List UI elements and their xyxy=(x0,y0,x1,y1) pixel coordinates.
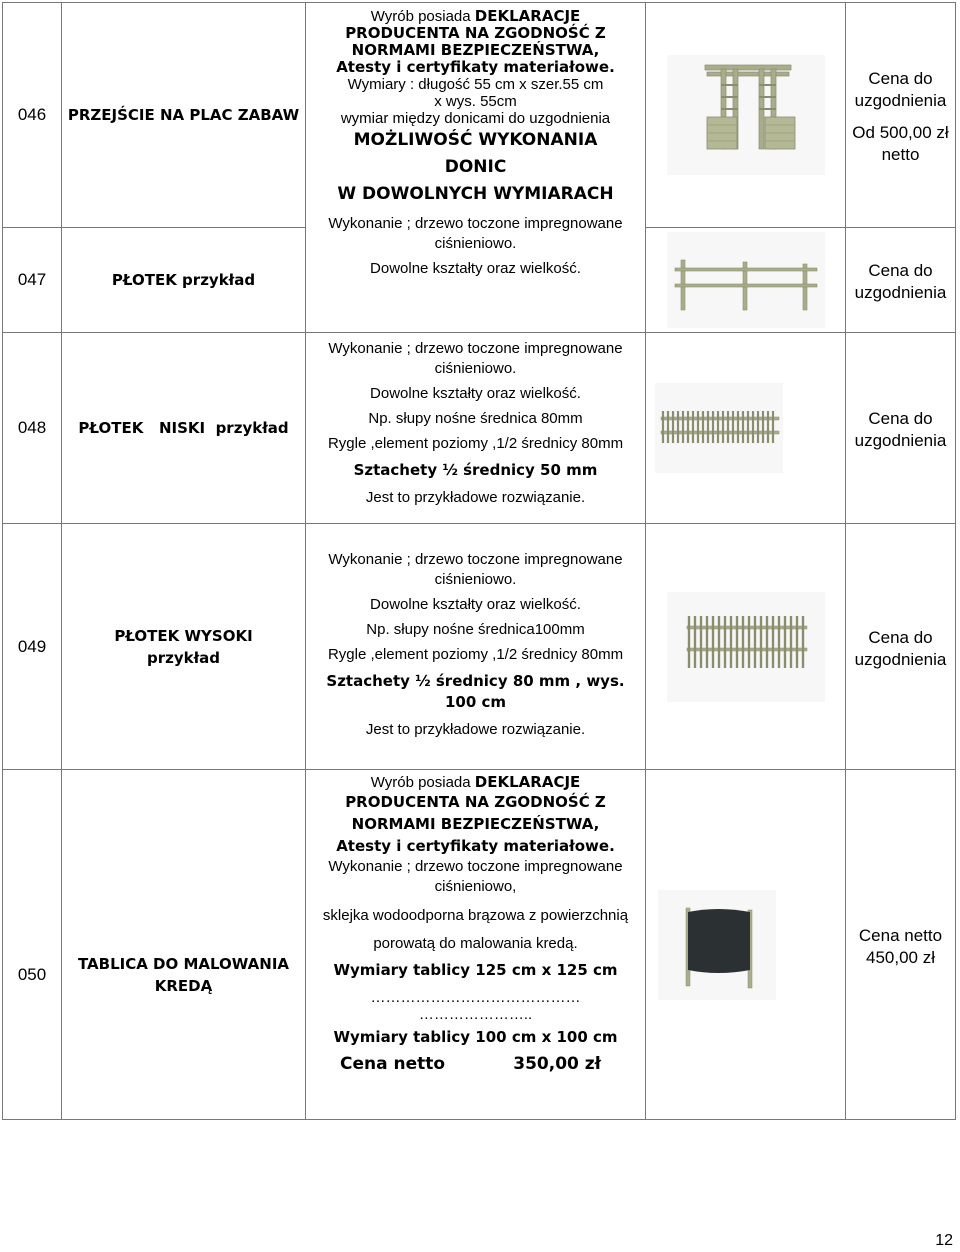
item-image-cell xyxy=(646,524,846,770)
item-price xyxy=(846,524,956,770)
desc-heading: DONIC xyxy=(444,157,507,177)
desc-line: Sztachety ½ średnicy 50 mm xyxy=(353,461,598,479)
desc-line: Wymiary : długość 55 cm x szer.55 cm xyxy=(347,76,604,93)
item-name: PŁOTEK NISKI przykład xyxy=(62,333,306,524)
price-value: 450,00 zł xyxy=(866,947,935,967)
desc-line: Dowolne kształty oraz wielkość. xyxy=(370,385,581,402)
desc-line: Dowolne kształty oraz wielkość. xyxy=(370,596,581,613)
item-number: 047 xyxy=(3,228,62,333)
desc-line: Np. słupy nośne średnica 80mm xyxy=(368,410,583,427)
inline-price-value: 350,00 zł xyxy=(513,1054,601,1074)
desc-heading: W DOWOLNYCH WYMIARACH xyxy=(337,184,614,204)
inline-price xyxy=(310,1056,641,1073)
desc-line: PRODUCENTA NA ZGODNOŚĆ Z xyxy=(345,24,606,42)
item-number: 050 xyxy=(3,770,62,1120)
desc-line: NORMAMI BEZPIECZEŃSTWA, xyxy=(351,815,600,833)
desc-line: sklejka wodoodporna brązowa z powierzchnią xyxy=(322,907,629,924)
desc-line: PRODUCENTA NA ZGODNOŚĆ Z xyxy=(345,793,606,811)
pergola-planters-image xyxy=(667,55,825,175)
price-text: Cena do uzgodnienia xyxy=(854,69,947,110)
item-image-cell xyxy=(646,3,846,228)
desc-line: Jest to przykładowe rozwiązanie. xyxy=(365,489,586,506)
item-price xyxy=(846,770,956,1120)
desc-line: Rygle ,element poziomy ,1/2 średnicy 80mm xyxy=(327,435,624,452)
item-description xyxy=(306,770,646,1120)
item-name: PŁOTEK przykład xyxy=(62,228,306,333)
desc-line: Np. słupy nośne średnica100mm xyxy=(366,621,585,638)
low-picket-fence-image xyxy=(655,383,783,473)
desc-line: Wymiary tablicy 100 cm x 100 cm xyxy=(333,1028,618,1046)
desc-line: NORMAMI BEZPIECZEŃSTWA, xyxy=(351,41,600,59)
desc-declaration: DEKLARACJE xyxy=(474,7,581,25)
desc-line: x wys. 55cm xyxy=(434,93,517,110)
desc-declaration: DEKLARACJE xyxy=(474,773,581,791)
item-image-cell xyxy=(646,228,846,333)
item-price xyxy=(846,3,956,228)
price-text: Cena do uzgodnienia xyxy=(854,409,947,450)
table-row-049 xyxy=(3,524,956,770)
desc-text: Wyrób posiada xyxy=(370,774,475,791)
low-rail-fence-image xyxy=(667,232,825,328)
item-description xyxy=(306,3,646,333)
price-text: Cena do uzgodnienia xyxy=(854,261,947,302)
desc-line: porowatą do malowania kredą. xyxy=(373,935,578,952)
desc-line: Wykonanie ; drzewo toczone impregnowane ciśnieniowo. xyxy=(328,551,623,588)
item-name: TABLICA DO MALOWANIA KREDĄ xyxy=(62,770,306,1120)
desc-line: Wykonanie ; drzewo toczone impregnowane ciśnieniowo, xyxy=(328,858,623,895)
item-name: PRZEJŚCIE NA PLAC ZABAW xyxy=(62,3,306,228)
item-price xyxy=(846,333,956,524)
desc-line: Rygle ,element poziomy ,1/2 średnicy 80mm xyxy=(327,646,624,663)
item-description xyxy=(306,333,646,524)
page-number: 12 xyxy=(935,1232,953,1249)
desc-heading: MOŻLIWOŚĆ WYKONANIA xyxy=(353,130,598,150)
item-number: 048 xyxy=(3,333,62,524)
item-name: PŁOTEK WYSOKI przykład xyxy=(62,524,306,770)
chalkboard-image xyxy=(658,890,776,1000)
price-value: Od 500,00 zł netto xyxy=(852,123,949,164)
inline-price-label: Cena netto xyxy=(340,1054,446,1074)
desc-dots: …………………………………… xyxy=(370,989,581,1006)
item-description xyxy=(306,524,646,770)
table-row-048 xyxy=(3,333,956,524)
catalog-table xyxy=(2,2,956,1120)
high-picket-fence-image xyxy=(667,592,825,702)
item-number: 049 xyxy=(3,524,62,770)
desc-line: Dowolne kształty oraz wielkość. xyxy=(370,260,581,277)
table-row-046 xyxy=(3,3,956,228)
desc-dots: ………………….. xyxy=(418,1006,533,1023)
desc-line: Wykonanie ; drzewo toczone impregnowane ciśnieniowo. xyxy=(328,215,623,252)
price-text: Cena netto xyxy=(858,925,943,945)
item-image-cell xyxy=(646,770,846,1120)
price-text: Cena do uzgodnienia xyxy=(854,627,947,669)
desc-line: wymiar między donicami do uzgodnienia xyxy=(340,110,611,127)
desc-line: Sztachety ½ średnicy 80 mm , wys. 100 cm xyxy=(326,672,625,711)
desc-line: Wymiary tablicy 125 cm x 125 cm xyxy=(333,961,618,979)
desc-line: Atesty i certyfikaty materiałowe. xyxy=(336,58,615,76)
desc-line: Jest to przykładowe rozwiązanie. xyxy=(365,721,586,738)
desc-line: Atesty i certyfikaty materiałowe. xyxy=(336,837,615,855)
item-image-cell xyxy=(646,333,846,524)
desc-text: Wyrób posiada xyxy=(370,8,475,25)
table-row-050 xyxy=(3,770,956,1120)
item-number: 046 xyxy=(3,3,62,228)
desc-line: Wykonanie ; drzewo toczone impregnowane ciśnieniowo. xyxy=(328,340,623,377)
item-price xyxy=(846,228,956,333)
